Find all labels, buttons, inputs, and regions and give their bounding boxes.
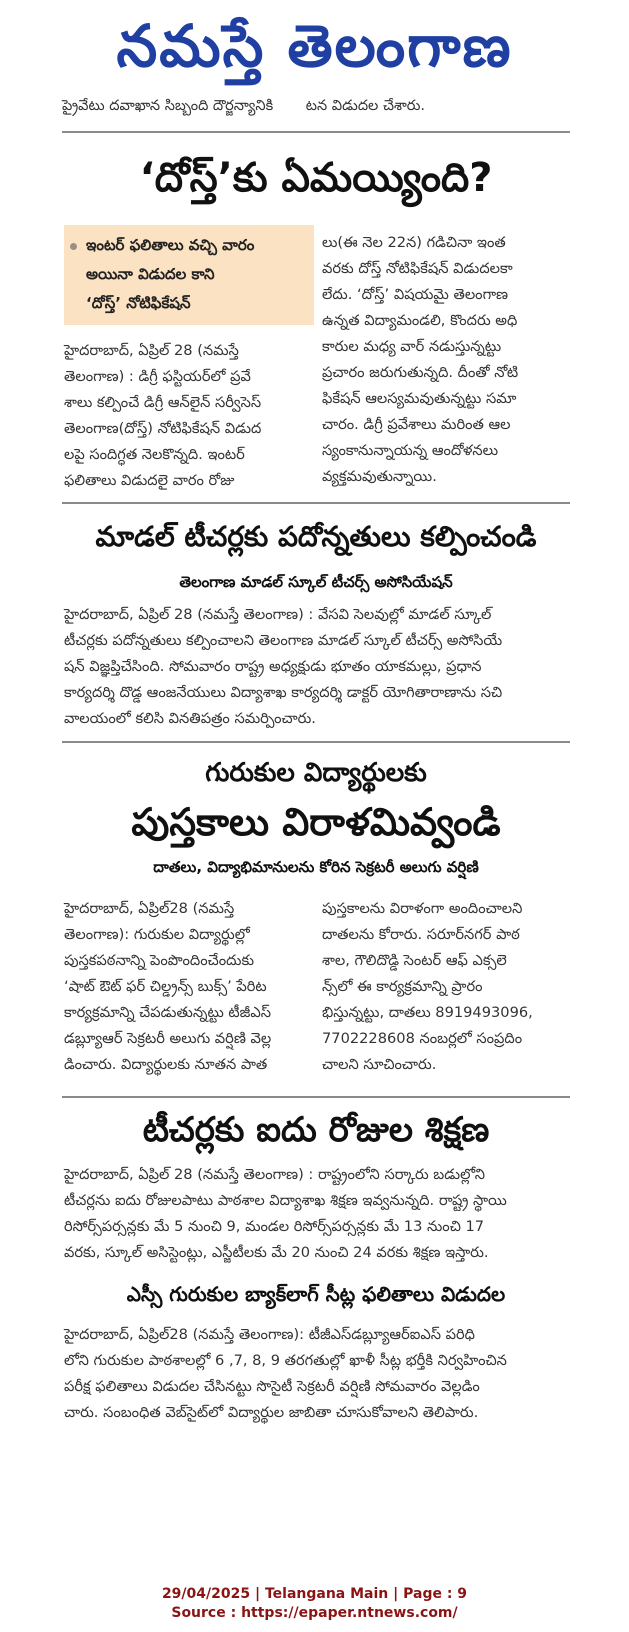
text-line: ఫికేషన్ ఆలస్యమవుతున్నట్టు సమా <box>322 390 517 407</box>
text-line: లేదు. ‘దోస్త్’ విషయమై తెలంగాణ <box>322 286 509 303</box>
text-line: వరకు, స్కూల్ అసిస్టెంట్లు, ఎస్జీటీలకు మే 20 నుంచి 24 వరకు శిక్షణ ఇస్తారు. <box>64 1244 489 1261</box>
article1-headline: ‘దోస్త్’కు ఏమయ్యింది? <box>139 155 493 201</box>
text-line: కార్యక్రమాన్ని చేపడుతున్నట్టు టీజీఎస్ <box>64 1004 271 1021</box>
text-line: వాలయంలో కలిసి వినతిపత్రం సమర్పించారు. <box>64 710 316 727</box>
text-line: డించారు. విద్యార్థులకు నూతన పాత <box>64 1056 268 1073</box>
text-line: తెలంగాణ(దోస్త్) నోటిఫికేషన్ విడుద <box>64 420 262 437</box>
text-line: పుస్తకపఠనాన్ని పెంపొందించేందుకు <box>64 952 255 969</box>
text-line: లోని గురుకుల పాఠశాలల్లో 6 ,7, 8, 9 తరగతుల్లో ఖాళీ సీట్ల భర్తీకి నిర్వహించిన <box>64 1352 507 1369</box>
article5-headline: ఎస్సీ గురుకుల బ్యాక్‌లాగ్ సీట్ల ఫలితాలు విడుదల <box>126 1282 506 1306</box>
text-line: ప్రచారం జరుగుతున్నది. దీంతో నోటి <box>322 364 519 381</box>
text-line: 7702228608 నంబర్లలో సంప్రదిం <box>322 1030 523 1047</box>
text-line: హైదరాబాద్, ఏప్రిల్ 28 (నమస్తే తెలంగాణ) : రాష్ట్రంలోని సర్కారు బడుల్లోని <box>64 1166 485 1183</box>
bullet-icon <box>70 243 77 250</box>
text-line: ఫలితాలు విడుదలై వారం రోజు <box>64 472 235 489</box>
text-line: వ్యక్తమవుతున్నాయి. <box>322 468 437 485</box>
text-line: హైదరాబాద్, ఏప్రిల్ 28 (నమస్తే <box>64 342 239 359</box>
article1-left-column <box>64 338 314 494</box>
top-strip-right: టన విడుదల చేశారు. <box>305 98 425 114</box>
masthead-title: నమస్తే తెలంగాణ <box>116 12 513 80</box>
article3-left-column <box>64 896 314 1078</box>
text-line: లు(ఈ నెల 22న) గడిచినా ఇంత <box>322 234 506 251</box>
footer-source-line: Source : https://epaper.ntnews.com/ <box>171 1605 458 1621</box>
article3-headline: పుస్తకాలు విరాళమివ్వండి <box>131 800 501 844</box>
text-line: ఉన్నత విద్యామండలి, కొందరు అధి <box>322 312 518 329</box>
text-line: కార్యదర్శి దొడ్డ ఆంజనేయులు విద్యాశాఖ కార్యదర్శి డాక్టర్ యోగితారాణాను సచి <box>64 684 503 701</box>
text-line: చారం. డిగ్రీ ప్రవేశాలు మరింత ఆల <box>322 416 511 433</box>
top-strip <box>62 98 622 118</box>
article5-body <box>64 1322 572 1426</box>
highlight-line: అయినా విడుదల కాని <box>86 265 215 283</box>
divider <box>62 502 570 504</box>
divider <box>62 1096 570 1098</box>
article4-headline: టీచర్లకు ఐదు రోజుల శిక్షణ <box>142 1110 490 1150</box>
text-line: దాతలను కోరారు. సరూర్‌నగర్ పాఠ <box>322 926 520 943</box>
article1-highlight-box <box>64 225 314 325</box>
text-line: చారు. సంబంధిత వెబ్‌సైట్‌లో విద్యార్థుల జాబితా చూసుకోవాలని తెలిపారు. <box>64 1404 479 1421</box>
text-line: టీచర్లను ఐదు రోజులపాటు పాఠశాల విద్యాశాఖ శిక్షణ ఇవ్వనున్నది. రాష్ట్ర స్థాయి <box>64 1192 507 1209</box>
divider <box>62 741 570 743</box>
text-line: స్యంకానున్నాయన్న ఆందోళనలు <box>322 442 499 459</box>
article4-body <box>64 1162 572 1266</box>
text-line: కారుల మధ్య వార్ నడుస్తున్నట్టు <box>322 338 502 355</box>
highlight-line: ‘దోస్త్’ నోటిఫికేషన్ <box>86 294 191 312</box>
text-line: శాల, గౌలిదొడ్డి సెంటర్ ఆఫ్ ఎక్సలె <box>322 952 507 969</box>
text-line: డబ్ల్యూఆర్ సెక్రటరీ అలుగు వర్షిణి వెల్ల <box>64 1030 272 1047</box>
text-line: వరకు దోస్త్ నోటిఫికేషన్ విడుదలకా <box>322 260 513 277</box>
text-line: హైదరాబాద్, ఏప్రిల్28 (నమస్తే <box>64 900 235 917</box>
divider <box>62 131 570 133</box>
text-line: భిస్తున్నట్టు, దాతలు 8919493096, <box>322 1004 533 1021</box>
article2-body <box>64 602 572 732</box>
text-line: టీచర్లకు పదోన్నతులు కల్పించాలని తెలంగాణ మాడల్ స్కూల్ టీచర్స్ అసోసియే <box>64 632 503 649</box>
article3-subhead: దాతలు, విద్యాభిమానులను కోరిన సెక్రటరీ అలుగు వర్షిణి <box>153 858 479 876</box>
text-line: పరీక్ష ఫలితాలు విడుదల చేసినట్టు సొసైటీ సెక్రటరీ వర్షిణి సోమవారం వెల్లడిం <box>64 1378 480 1395</box>
text-line: హైదరాబాద్, ఏప్రిల్28 (నమస్తే తెలంగాణ): టీజీఎస్‌డబ్ల్యూఆర్‌ఐఎస్ పరిధి <box>64 1326 475 1343</box>
article3-kicker: గురుకుల విద్యార్థులకు <box>205 758 427 788</box>
text-line: లపై సందిగ్ధత నెలకొన్నది. ఇంటర్ <box>64 446 245 463</box>
text-line: న్స్‌లో ఈ కార్యక్రమాన్ని ప్రారం <box>322 978 483 995</box>
text-line: శాలు కల్పించే డిగ్రీ ఆన్‌లైన్ సర్వీసెస్ <box>64 394 262 411</box>
article2-headline: మాడల్ టీచర్లకు పదోన్నతులు కల్పించండి <box>95 520 537 553</box>
article3-right-column <box>322 896 572 1078</box>
text-line: హైదరాబాద్, ఏప్రిల్ 28 (నమస్తే తెలంగాణ) : వేసవి సెలవుల్లో మాడల్ స్కూల్ <box>64 606 492 623</box>
text-line: చాలని సూచించారు. <box>322 1056 437 1073</box>
text-line: రిసోర్స్‌పర్సన్లకు మే 5 నుంచి 9, మండల రిసోర్స్‌పర్సన్లకు మే 13 నుంచి 17 <box>64 1218 485 1235</box>
top-strip-left: ప్రైవేటు దవాఖాన సిబ్బంది దౌర్జన్యానికి <box>62 98 274 114</box>
footer-date-line: 29/04/2025 | Telangana Main | Page : 9 <box>161 1586 468 1602</box>
highlight-line: ఇంటర్ ఫలితాలు వచ్చి వారం <box>86 236 255 254</box>
text-line: తెలంగాణ) : డిగ్రీ ఫస్టియర్‌లో ప్రవే <box>64 368 251 385</box>
article2-subhead: తెలంగాణ మాడల్ స్కూల్ టీచర్స్ అసోసియేషన్ <box>179 573 453 591</box>
text-line: షన్ విజ్ఞప్తిచేసింది. సోమవారం రాష్ట్ర అధ్యక్షుడు భూతం యాకమల్లు, ప్రధాన <box>64 658 482 675</box>
text-line: తెలంగాణ): గురుకుల విద్యార్థుల్లో <box>64 926 250 943</box>
text-line: ‘షాట్ ఔట్ ఫర్ చిల్డ్రన్స్ బుక్స్’ పేరిట <box>64 978 267 995</box>
article1-right-column <box>322 230 572 490</box>
text-line: పుస్తకాలను విరాళంగా అందించాలని <box>322 900 523 917</box>
